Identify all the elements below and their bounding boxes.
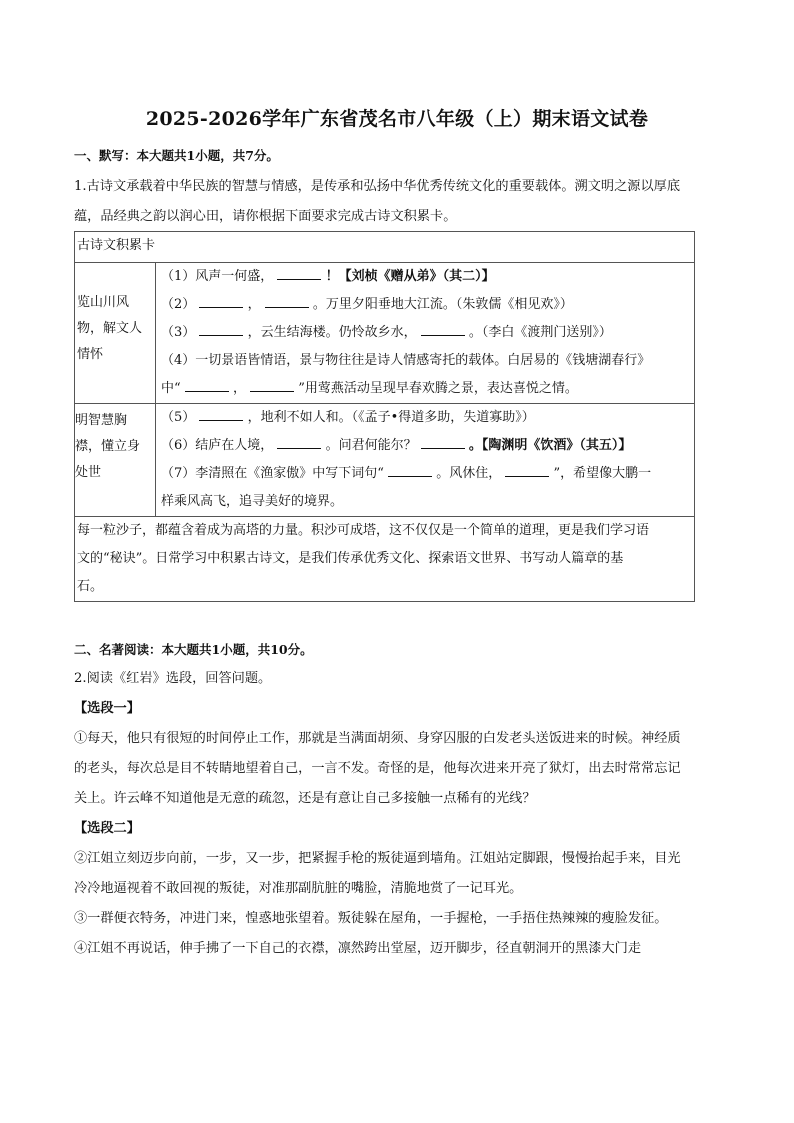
excerpt-line: 关上。许云峰不知道他是无意的疏忽，还是有意让自己多接触一点稀有的光线？ bbox=[74, 791, 536, 806]
label-line: 襟，懂立身 bbox=[75, 439, 141, 454]
answer-blank[interactable] bbox=[185, 378, 229, 392]
answer-blank[interactable] bbox=[388, 463, 432, 477]
excerpt-line: ②江姐立刻迈步向前，一步，又一步，把紧握手枪的叛徒逼到墙角。江姐站定脚跟，慢慢抬起手来，目光 bbox=[74, 851, 681, 866]
item-2: （2） ， 。万里夕阳垂地大江流。（朱敦儒《相见欢》） bbox=[161, 291, 692, 319]
item-5: （5） ，地利不如人和。（《孟子•得道多助，失道寡助》） bbox=[161, 404, 692, 432]
excerpt2-heading: 【选段二】 bbox=[74, 821, 140, 836]
group2-items bbox=[156, 404, 695, 517]
footer-line: 石。 bbox=[77, 579, 104, 594]
group1-items bbox=[156, 263, 695, 404]
answer-blank[interactable] bbox=[277, 435, 321, 449]
exam-title: 2025-2026学年广东省茂名市八年级（上）期末语文试卷 bbox=[145, 108, 649, 130]
label-line: 处世 bbox=[75, 465, 102, 480]
poetry-accumulation-card bbox=[74, 231, 695, 602]
label-line: 物，解文人 bbox=[77, 321, 143, 336]
group2-label bbox=[75, 404, 156, 517]
section2-heading: 二、名著阅读：本大题共1小题，共10分。 bbox=[74, 642, 313, 657]
intro-line: 1.古诗文承载着中华民族的智慧与情感，是传承和弘扬中华优秀传统文化的重要载体。溯文明之源以厚底 bbox=[74, 179, 681, 194]
card-header: 古诗文积累卡 bbox=[75, 232, 695, 263]
intro-line: 蕴，品经典之韵以润心田，请你根据下面要求完成古诗文积累卡。 bbox=[74, 209, 457, 224]
answer-blank[interactable] bbox=[199, 322, 243, 336]
excerpt-line: 冷冷地逼视着不敢回视的叛徒，对准那副肮脏的嘴脸，清脆地赏了一记耳光。 bbox=[74, 881, 523, 896]
group1-label bbox=[75, 263, 156, 404]
label-line: 明智慧胸 bbox=[75, 413, 128, 428]
answer-blank[interactable] bbox=[250, 378, 294, 392]
item-4: （4）一切景语皆情语，景与物往往是诗人情感寄托的载体。白居易的《钱塘湖春行》 bbox=[161, 353, 651, 368]
item-4-cont: 中“ ， ”用莺燕活动呈现早春欢腾之景，表达喜悦之情。 bbox=[161, 375, 692, 403]
excerpt-line: ③一群便衣特务，冲进门来，惶惑地张望着。叛徒躲在屋角，一手握枪，一手捂住热辣辣的瘦脸发征。 bbox=[74, 911, 668, 926]
answer-blank[interactable] bbox=[265, 294, 309, 308]
item-3: （3） ，云生结海楼。仍怜故乡水， 。（李白《渡荆门送别》） bbox=[161, 319, 692, 347]
section1-heading: 一、默写：本大题共1小题，共7分。 bbox=[74, 148, 279, 163]
answer-blank[interactable] bbox=[505, 463, 549, 477]
question2-body bbox=[74, 664, 722, 964]
excerpt1-heading: 【选段一】 bbox=[74, 701, 140, 716]
answer-blank[interactable] bbox=[199, 294, 243, 308]
excerpt-line: ④江姐不再说话，伸手拂了一下自己的衣襟，凛然跨出堂屋，迈开脚步，径直朝洞开的黑漆大门走 bbox=[74, 941, 642, 956]
question1-intro bbox=[74, 172, 722, 232]
excerpt-line: 的老头，每次总是目不转睛地望着自己，一言不发。奇怪的是，他每次进来开亮了狱灯，出去时常常忘记 bbox=[74, 761, 681, 776]
answer-blank[interactable] bbox=[199, 407, 243, 421]
question-prompt: 2.阅读《红岩》选段，回答问题。 bbox=[74, 671, 272, 686]
answer-blank[interactable] bbox=[421, 435, 465, 449]
label-line: 情怀 bbox=[77, 347, 104, 362]
label-line: 览山川风 bbox=[77, 295, 130, 310]
item-6: （6）结庐在人境， 。问君何能尔？ 。【陶渊明《饮酒》（其五）】 bbox=[161, 432, 692, 460]
item-7-cont: 样乘风高飞，追寻美好的境界。 bbox=[161, 494, 344, 509]
footer-line: 每一粒沙子，都蕴含着成为高塔的力量。积沙可成塔，这不仅仅是一个简单的道理，更是我们学习语 bbox=[77, 523, 650, 538]
answer-blank[interactable] bbox=[277, 266, 321, 280]
item-1: （1）风声一何盛， ！【刘桢《赠从弟》（其二）】 bbox=[161, 263, 692, 291]
footer-line: 文的“秘诀”。日常学习中积累古诗文，是我们传承优秀文化、探索语文世界、书写动人篇章的基 bbox=[77, 551, 624, 566]
item-7: （7）李清照在《渔家傲》中写下词句“ 。风休住， ”，希望像大鹏一 bbox=[161, 460, 692, 488]
answer-blank[interactable] bbox=[421, 322, 465, 336]
card-footer bbox=[75, 517, 695, 602]
excerpt-line: ①每天，他只有很短的时间停止工作，那就是当满面胡须、身穿囚服的白发老头送饭进来的时候。神经质 bbox=[74, 731, 681, 746]
